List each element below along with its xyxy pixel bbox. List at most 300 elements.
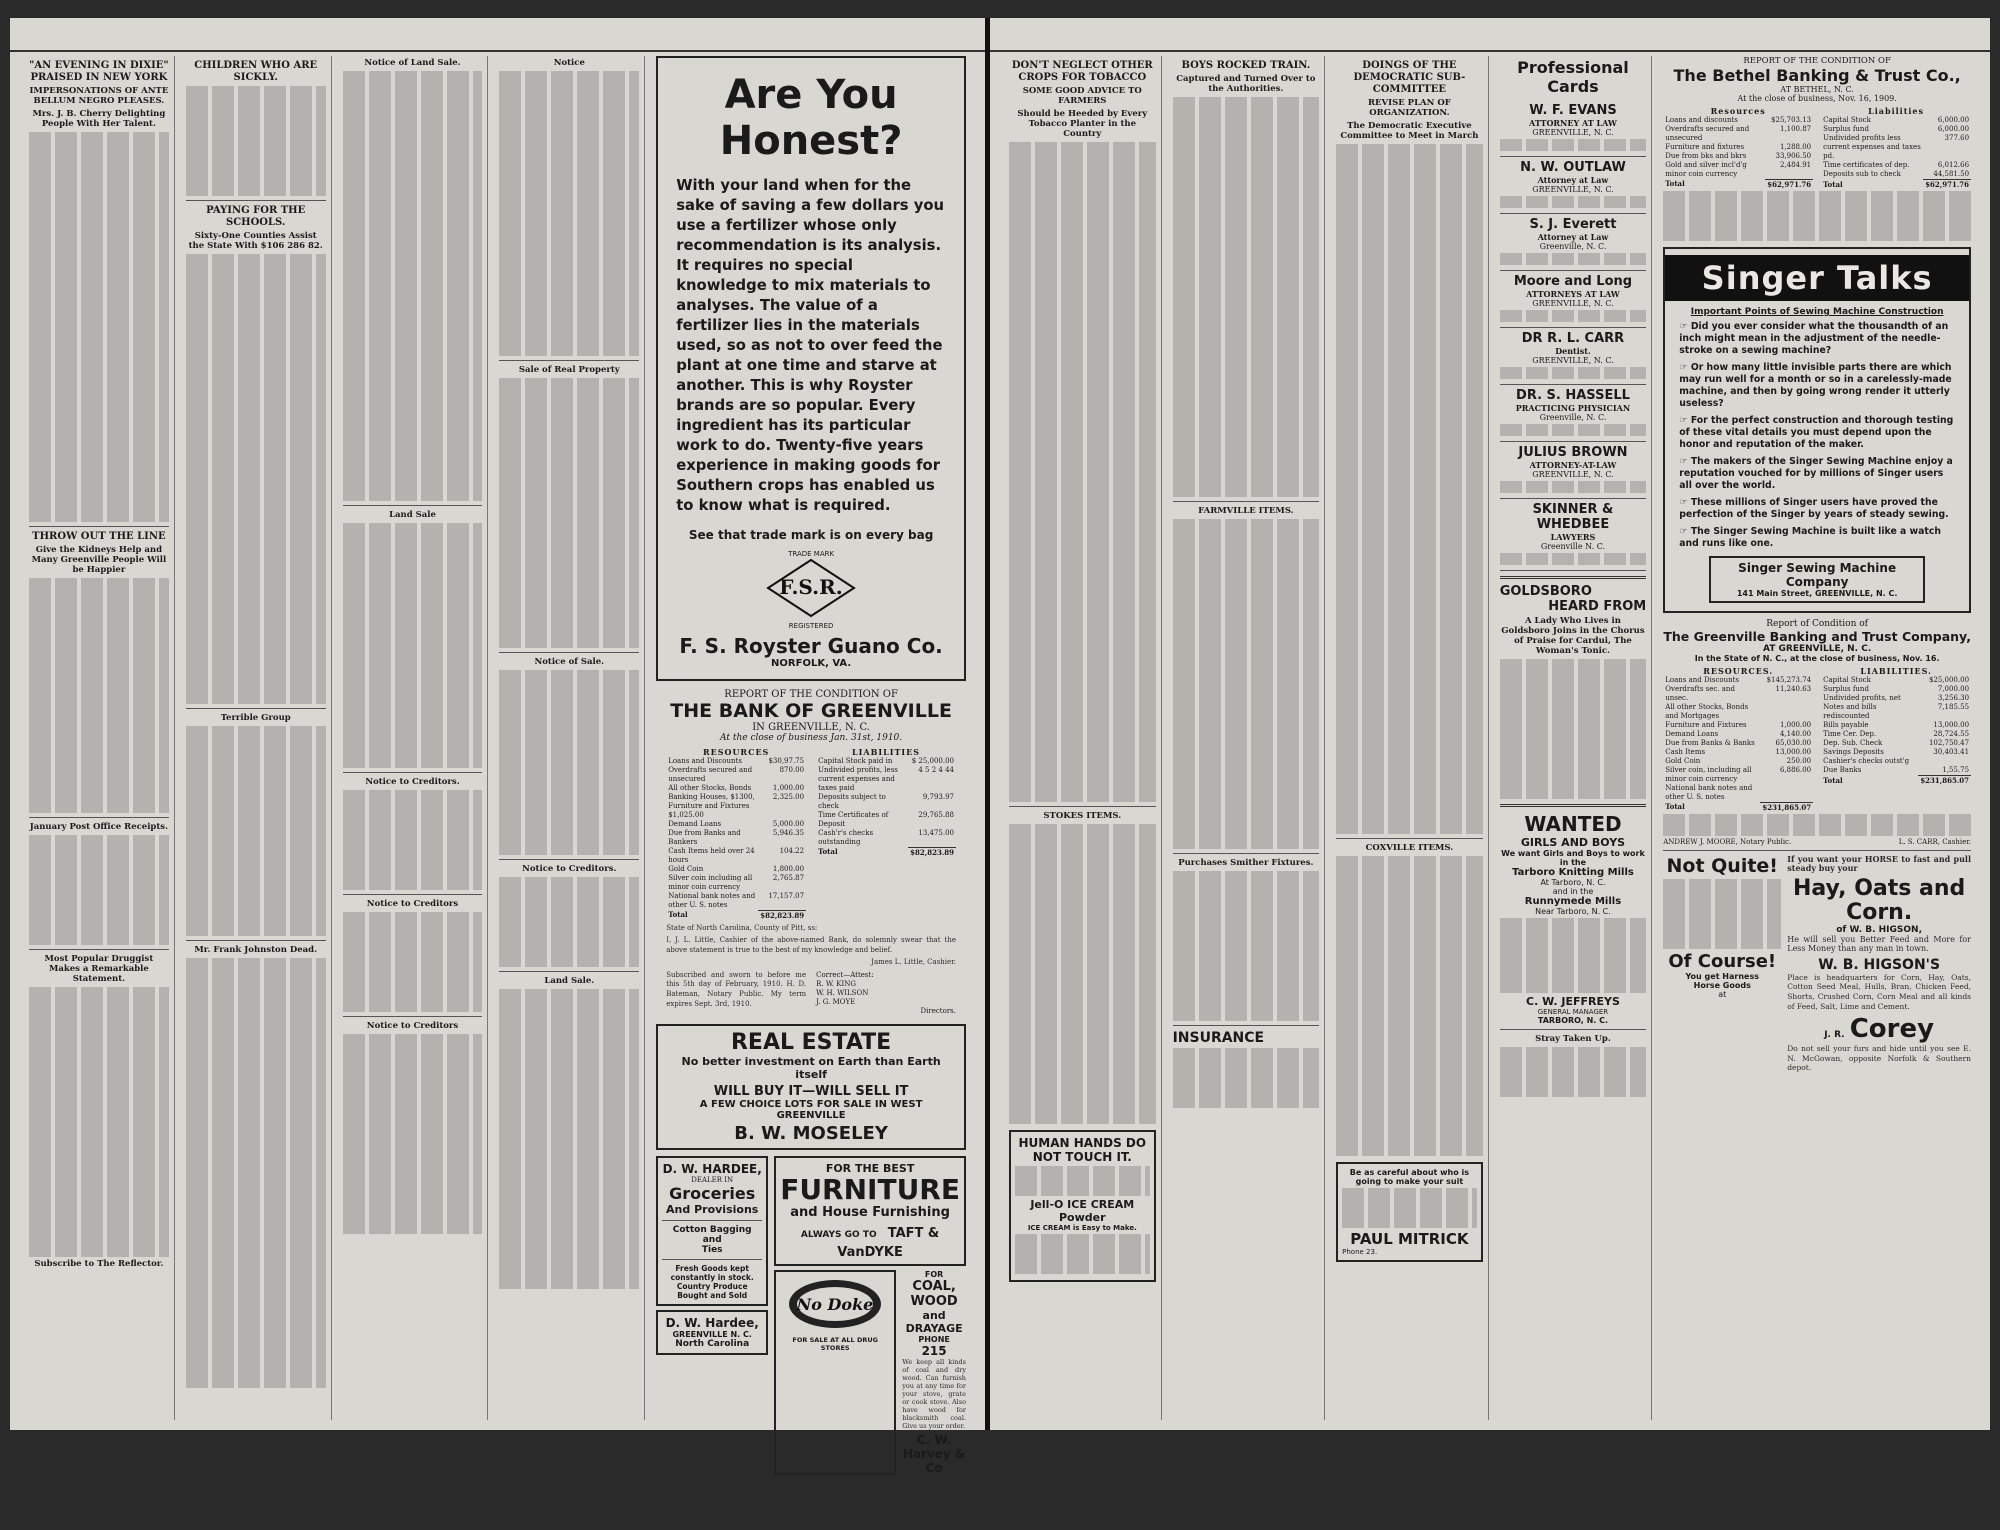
article-body-text <box>29 578 169 813</box>
singer-banner <box>1665 255 1969 301</box>
cashier-name: James L. Little, Cashier. <box>871 958 956 967</box>
card-role: PRACTICING PHYSICIAN <box>1515 403 1631 413</box>
article-subhead: Captured and Turned Over to the Authorities. <box>1176 74 1316 94</box>
line-item-label: Cash'r's checks outstanding <box>818 829 874 846</box>
table-row <box>1821 721 1971 730</box>
jello-product: Jell-O ICE CREAM Powder <box>1030 1198 1135 1224</box>
card-city: Greenville, N. C. <box>1539 242 1607 251</box>
table-row <box>816 811 956 829</box>
resources-heading: RESOURCES <box>702 747 770 757</box>
table-row <box>666 757 806 766</box>
hardee-line: Cotton Bagging and <box>672 1224 752 1245</box>
liabilities-heading: LIABILITIES <box>852 747 921 757</box>
notice-headline: Notice of Sale. <box>534 657 605 667</box>
article-headline: PAYING FOR THE SCHOOLS. <box>206 205 306 228</box>
divider <box>29 817 169 818</box>
article-headline: FARMVILLE ITEMS. <box>1198 506 1294 516</box>
table-row <box>816 829 956 847</box>
card-body <box>1500 310 1647 322</box>
manager-city: TARBORO, N. C. <box>1537 1016 1609 1025</box>
liabilities-section <box>1821 666 1971 812</box>
bank-statement <box>666 747 956 920</box>
line-item-amount: 1,000.00 <box>1779 721 1812 729</box>
higson-name: W. B. HIGSON'S <box>1818 956 1941 973</box>
card-role: LAWYERS <box>1550 532 1596 542</box>
line-item-label: Bills payable <box>1823 721 1869 729</box>
line-item-label: Cash Items held over 24 hours <box>668 847 755 864</box>
card-role: Attorney at Law <box>1537 175 1609 185</box>
table-row <box>1821 170 1971 180</box>
line-item-amount: 6,000.00 <box>1937 116 1970 124</box>
divider <box>662 1259 762 1260</box>
hay-headline: Hay, Oats and Corn. <box>1792 875 1966 925</box>
article-body-text <box>186 958 326 1388</box>
table-row <box>816 847 956 857</box>
line-item-label: Due from Banks & Banks <box>1665 739 1755 747</box>
liabilities-heading: LIABILITIES. <box>1860 666 1932 676</box>
hardee-name: D. W. HARDEE, <box>662 1161 762 1176</box>
table-row <box>1821 161 1971 170</box>
harness-line: You get Harness <box>1685 971 1759 981</box>
line-item-label: Total <box>1823 775 1843 785</box>
line-item-amount: 7,185.55 <box>1937 703 1970 711</box>
divider <box>343 505 483 506</box>
line-item-label: Savings Deposits <box>1823 748 1884 756</box>
attest-text <box>1663 814 1971 836</box>
line-item-label: Time Certificates of Deposit <box>818 811 889 828</box>
correct-attest: Correct—Attest: <box>816 970 874 979</box>
notice-headline: Notice to Creditors <box>366 899 459 909</box>
line-item-amount: 11,240.63 <box>1775 685 1812 693</box>
line-item-amount: 30,403.41 <box>1933 748 1970 756</box>
mitrick-top: Be as careful about who is going to make your suit <box>1349 1168 1470 1186</box>
line-item-label: Cash Items <box>1665 748 1706 756</box>
divider <box>499 652 639 653</box>
resources-table <box>1663 116 1813 189</box>
table-row <box>1821 134 1971 161</box>
divider <box>1173 1025 1320 1026</box>
notice-body-text <box>343 912 483 1012</box>
left-page <box>10 18 985 1526</box>
left-col-4 <box>494 56 645 1420</box>
line-item-label: Silver coin, including all minor coin currency <box>1665 766 1752 783</box>
hardee-city: GREENVILLE N. C. <box>672 1329 752 1339</box>
line-item-amount: 13,000.00 <box>1933 721 1970 729</box>
insurance-title: INSURANCE <box>1172 1030 1265 1046</box>
singer-address: 141 Main Street, GREENVILLE, N. C. <box>1736 589 1898 598</box>
furniture-footer <box>780 1222 960 1260</box>
line-item-label: Deposits sub to check <box>1823 170 1901 178</box>
hardee-line: Groceries <box>669 1183 756 1203</box>
line-item-label: Time certificates of dep. <box>1823 161 1910 169</box>
notice-body-text <box>499 670 639 855</box>
hardee-ad <box>656 1156 768 1306</box>
professional-card <box>1500 214 1647 271</box>
line-item-label: Gold and silver incl'd'g minor coin currency <box>1665 161 1747 178</box>
line-item-label: Banking Houses, $1300, Furniture and Fixtures $1,025.00 <box>668 793 755 819</box>
ofcourse-headline: Of Course! <box>1668 950 1777 972</box>
article-subhead: Should be Heeded by Every Tobacco Planter in the Country <box>1017 109 1148 139</box>
divider <box>186 200 326 201</box>
notice-body-text <box>343 1034 483 1234</box>
divider <box>499 859 639 860</box>
line-item-label: Due Banks <box>1823 766 1862 774</box>
line-item-label: Due from Banks and Bankers <box>668 829 741 846</box>
hardee-name: D. W. Hardee, <box>665 1315 759 1330</box>
line-item-label: Dep. Sub. Check <box>1823 739 1883 747</box>
resources-table <box>1663 676 1813 812</box>
notice-headline: Notice to Creditors. <box>365 777 460 787</box>
wanted-sub: GIRLS AND BOYS <box>1520 836 1626 849</box>
article-subhead: IMPERSONATIONS OF ANTE BELLUM NEGRO PLEASES. <box>29 86 169 106</box>
line-item-label: Time Cer. Dep. <box>1823 730 1877 738</box>
table-row <box>1821 730 1971 739</box>
article-body-text <box>1009 142 1156 802</box>
singer-point: ☞ These millions of Singer users have proved the perfection of the Singer by years of steady sewing. <box>1679 497 1949 520</box>
report-date: At the close of business, Nov. 16, 1909. <box>1737 94 1897 103</box>
royster-guano-ad <box>656 56 966 681</box>
manager-name: C. W. JEFFREYS <box>1526 995 1620 1008</box>
line-item-amount: 4 5 2 4 44 <box>918 766 954 774</box>
table-row <box>666 874 806 892</box>
article-headline: THROW OUT THE LINE <box>32 531 166 542</box>
furniture-line: ALWAYS GO TO <box>800 1229 877 1240</box>
article-body-text <box>186 726 326 936</box>
table-row <box>1821 739 1971 748</box>
line-item-amount: $25,000.00 <box>1928 676 1970 684</box>
hardee-ads <box>656 1156 768 1530</box>
report-date: At the close of business Jan. 31st, 1910. <box>720 733 903 743</box>
line-item-label: Capital Stock paid in <box>818 757 893 765</box>
furniture-ad <box>774 1156 966 1266</box>
divider <box>186 940 326 941</box>
professional-card <box>1500 328 1647 385</box>
divider <box>1500 804 1647 807</box>
line-item-amount: 7,000.00 <box>1937 685 1970 693</box>
line-item-amount: $145,273.74 <box>1766 676 1812 684</box>
line-item-label: Overdrafts sec. and unsec. <box>1665 685 1735 702</box>
table-row <box>1663 685 1813 703</box>
professional-card <box>1500 100 1647 157</box>
card-name: Moore and Long <box>1513 274 1633 289</box>
royster-city: NORFOLK, VA. <box>771 658 852 669</box>
jello-body <box>1015 1166 1150 1196</box>
divider <box>499 360 639 361</box>
card-name: N. W. OUTLAW <box>1520 160 1626 175</box>
ad-subrow <box>774 1270 966 1475</box>
card-name: S. J. Everett <box>1529 217 1617 232</box>
notice-body-text <box>499 378 639 648</box>
harness-line: at <box>1718 989 1727 999</box>
article-subhead: Sixty-One Counties Assist the State With $106 286 82. <box>188 231 323 251</box>
table-row <box>1663 125 1813 143</box>
card-role: ATTORNEY-AT-LAW <box>1529 460 1617 470</box>
line-item-label: All other Stocks, Bonds <box>668 784 752 792</box>
table-row <box>1663 784 1813 802</box>
line-item-label: Loans and discounts <box>1665 116 1738 124</box>
line-item-label: National bank notes and other U. S. notes <box>1665 784 1753 801</box>
table-row <box>666 892 806 910</box>
line-item-label: Total <box>1665 179 1685 188</box>
article-body-text <box>1173 97 1320 497</box>
norfolk-line: Do not sell your furs and hide until you see E. N. McGowan, opposite Norfolk & Southern depot. <box>1787 1044 1972 1073</box>
bank-name: The Greenville Banking and Trust Company, <box>1663 629 1971 644</box>
line-item-amount: $231,865.07 <box>1920 776 1970 785</box>
card-role: Dentist. <box>1555 346 1591 356</box>
table-row <box>666 820 806 829</box>
line-item-amount: 6,886.00 <box>1779 766 1812 774</box>
divider <box>662 1220 762 1221</box>
notice-body-text <box>499 877 639 967</box>
wanted-line: We want Girls and Boys to work in the <box>1501 849 1645 867</box>
bank-name: THE BANK OF GREENVILLE <box>670 700 952 722</box>
table-row <box>1663 730 1813 739</box>
divider <box>499 971 639 972</box>
line-item-amount <box>1918 757 1971 766</box>
article-body-text <box>1500 918 1647 993</box>
liniment-ad: While it is often impossible to prevent an accident, it is never impossible to be prepared—it is not beyond any one's purse. Invest 25 cents in a bottle of Chamberlain's Liniment and you are prepared for sprains, bruises and like injuries. Sold by all dealers. <box>774 1478 966 1526</box>
article-headline: Most Popular Druggist Makes a Remarkable Statement. <box>44 954 154 984</box>
higson-column <box>1663 855 1781 1077</box>
notice-body-text <box>343 790 483 890</box>
furniture-name: TAFT & VanDYKE <box>837 1225 940 1260</box>
singer-point: ☞ The Singer Sewing Machine is built like a watch and runs like one. <box>1679 526 1941 549</box>
singer-point: ☞ Or how many little invisible parts there are which may run well for a month or so in a carelessly-made machine, and then by going wrong render it utterly useless? <box>1679 362 1952 409</box>
line-item-label: Silver coin including all minor coin currency <box>668 874 753 891</box>
table-row <box>1821 757 1971 766</box>
line-item-label: Capital Stock <box>1823 676 1871 684</box>
line-item-amount: 17,157.07 <box>768 892 805 900</box>
article-body-text <box>1336 144 1483 834</box>
line-item-label: Undivided profits less current expenses and taxes pd. <box>1823 134 1921 160</box>
card-city: GREENVILLE, N. C. <box>1532 356 1614 365</box>
furniture-line: FOR THE BEST <box>825 1161 915 1175</box>
goldsboro-headline-2: HEARD FROM <box>1548 599 1647 614</box>
card-name: DR R. L. CARR <box>1521 331 1625 346</box>
article-body-text <box>29 835 169 945</box>
gbt-bank-report <box>1663 619 1971 846</box>
line-item-label: Total <box>818 847 838 856</box>
resources-section <box>1663 666 1813 812</box>
liabilities-table <box>1821 116 1971 189</box>
corey-prefix: J. R. <box>1824 1030 1845 1041</box>
harvey-line: and DRAYAGE <box>905 1308 963 1335</box>
card-name: SKINNER & WHEDBEE <box>1532 502 1614 532</box>
trademark-label: TRADE MARK <box>788 550 835 558</box>
card-name: JULIUS BROWN <box>1518 445 1628 460</box>
line-item-amount: 2,325.00 <box>772 793 805 801</box>
harvey-phone: 215 <box>921 1343 947 1358</box>
divider <box>1009 806 1156 807</box>
line-item-amount: 6,000.00 <box>1937 125 1970 133</box>
line-item-amount: 6,012.66 <box>1937 161 1970 169</box>
professional-cards <box>1500 100 1647 571</box>
line-item-amount: 44,581.50 <box>1933 170 1970 178</box>
article-headline: January Post Office Receipts. <box>29 822 169 832</box>
left-page-header-rule <box>10 22 985 52</box>
notice-headline: Notice to Creditors <box>366 1021 459 1031</box>
article-body-text <box>1500 659 1647 799</box>
furniture-column <box>774 1156 966 1530</box>
professional-card <box>1500 157 1647 214</box>
resources-heading: RESOURCES. <box>1703 666 1774 676</box>
line-item-amount: $62,971.76 <box>1767 179 1812 189</box>
hardee-ad-2 <box>656 1310 768 1355</box>
mitrick-body <box>1342 1188 1477 1228</box>
article-headline: BOYS ROCKED TRAIN. <box>1181 60 1311 71</box>
notice-headline: Notice to Creditors. <box>522 864 617 874</box>
divider <box>343 772 483 773</box>
table-row <box>1821 766 1971 776</box>
line-item-amount: 3,256.30 <box>1937 694 1970 702</box>
line-item-amount: 1,288.00 <box>1779 143 1812 151</box>
article-headline: STOKES ITEMS. <box>1043 811 1122 821</box>
table-row <box>1821 776 1971 786</box>
bank-place: AT GREENVILLE, N. C. <box>1762 644 1872 654</box>
table-row <box>816 793 956 811</box>
divider <box>29 526 169 527</box>
line-item-amount: 1,800.00 <box>772 865 805 873</box>
director-name: W. H. WILSON <box>816 988 869 997</box>
table-row <box>1821 676 1971 685</box>
line-item-amount: 2,484.91 <box>1779 161 1812 169</box>
hardee-state: North Carolina <box>675 1338 750 1349</box>
table-row <box>816 766 956 793</box>
line-item-label: National bank notes and other U. S. notes <box>668 892 756 909</box>
line-item-amount: 29,765.88 <box>918 811 954 819</box>
corey-name: Corey <box>1849 1014 1935 1045</box>
table-row <box>1821 685 1971 694</box>
bottom-ad-row <box>1663 855 1971 1077</box>
liabilities-heading: Liabilities <box>1868 106 1925 116</box>
royster-body: With your land when for the sake of saving a few dollars you use a fertilizer whose only recommendation is its analysis. It requires no special knowledge to mix materials to analyses. The value of a fertilizer lies in the materials used, so as not to over feed the plant at one time and starve at another. This is why Royster brands are so popular. Every ingredient has its particular work to do. Twenty-five years experience in making goods for Southern crops has enabled us to know what is required. <box>676 177 945 514</box>
realestate-line: No better investment on Earth than Earth itself <box>681 1054 941 1081</box>
line-item-amount: $82,823.89 <box>910 847 954 857</box>
notice-body-text <box>343 71 483 501</box>
line-item-label: Total <box>1823 179 1843 189</box>
mitrick-name: PAUL MITRICK <box>1350 1230 1469 1248</box>
card-body <box>1500 553 1647 565</box>
furniture-line: and House Furnishing <box>790 1204 950 1220</box>
liabilities-section <box>816 747 956 920</box>
jello-line: ICE CREAM is Easy to Make. <box>1027 1224 1137 1232</box>
right-col-3 <box>1331 56 1489 1420</box>
table-row <box>1663 676 1813 685</box>
table-row <box>666 793 806 820</box>
line-item-amount: $231,865.07 <box>1762 802 1812 812</box>
attest-text <box>1663 191 1971 241</box>
mill-city: At Tarboro, N. C. <box>1540 878 1606 887</box>
table-row <box>1663 179 1813 189</box>
divider <box>29 949 169 950</box>
line-item-label: Capital Stock <box>1823 116 1871 124</box>
card-body <box>1500 196 1647 208</box>
professional-cards-title: Professional Cards <box>1517 58 1629 96</box>
bank-place: IN GREENVILLE, N. C. <box>752 722 870 733</box>
table-row <box>1663 721 1813 730</box>
article-body-text <box>186 86 326 196</box>
jello-ad <box>1009 1130 1156 1282</box>
notice-body-text <box>343 523 483 768</box>
table-row <box>666 766 806 784</box>
line-item-label: All other Stocks, Bonds and Mortgages <box>1665 703 1749 720</box>
line-item-label: Deposits subject to check <box>818 793 886 810</box>
line-item-label: Undivided profits, less current expenses and taxes paid <box>818 766 898 792</box>
card-body <box>1500 139 1647 151</box>
table-row <box>666 784 806 793</box>
table-row <box>816 757 956 766</box>
table-row <box>666 865 806 874</box>
left-col-3 <box>338 56 489 1420</box>
royster-headline: Are You Honest? <box>719 72 903 164</box>
line-item-amount: $25,703.13 <box>1771 116 1812 124</box>
line-item-amount: 33,906.50 <box>1775 152 1812 160</box>
singer-point: ☞ The makers of the Singer Sewing Machine enjoy a reputation vouched for by millions of Singer users all over the world. <box>1679 456 1953 491</box>
article-subhead: The Democratic Executive Committee to Meet in March <box>1340 121 1479 141</box>
bethel-bank-report <box>1663 56 1971 241</box>
professional-card <box>1500 271 1647 328</box>
divider <box>343 894 483 895</box>
notary-text: Subscribed and sworn to before me this 5th day of February, 1910. H. D. Bateman, Notary Public. My term expires Sept. 3rd, 1910. <box>666 970 807 1008</box>
card-city: GREENVILLE, N. C. <box>1532 470 1614 479</box>
line-item-amount: 4,140.00 <box>1779 730 1812 738</box>
table-row <box>1663 152 1813 161</box>
line-item-amount: 1,55.75 <box>1942 766 1970 774</box>
line-item-label: Loans and Discounts <box>668 757 742 765</box>
right-col-4 <box>1495 56 1653 1420</box>
article-body-text <box>1336 856 1483 1156</box>
card-role: ATTORNEY AT LAW <box>1529 118 1617 128</box>
divider <box>1500 576 1647 579</box>
article-subhead: Give the Kidneys Help and Many Greenville People Will be Happier <box>31 545 167 575</box>
professional-card <box>1500 499 1647 571</box>
article-headline: Mr. Frank Johnston Dead. <box>194 945 318 955</box>
real-estate-ad <box>656 1024 966 1150</box>
nodoke-footer: FOR SALE AT ALL DRUG STORES <box>792 1335 878 1352</box>
singer-point: ☞ For the perfect construction and thorough testing of these vital details you must depend upon the honor and reputation of the maker. <box>1679 415 1954 450</box>
card-name: W. F. EVANS <box>1529 103 1617 118</box>
attest-text: I, J. L. Little, Cashier of the above-named Bank, do solemnly swear that the above statement is true to the best of my knowledge and belief. <box>666 936 956 954</box>
left-col-1 <box>24 56 175 1420</box>
divider <box>1663 850 1971 851</box>
article-subhead: Mrs. J. B. Cherry Delighting People With Her Talent. <box>32 109 166 129</box>
harvey-line: FOR <box>924 1269 944 1279</box>
card-body <box>1500 481 1647 493</box>
singer-point: ☞ Did you ever consider what the thousandth of an inch might mean in the adjustment of the needle-stroke on a sewing machine? <box>1679 321 1949 356</box>
line-item-amount: 2,765.87 <box>772 874 805 882</box>
harvey-name: C. W. Harvey & Co <box>902 1432 966 1475</box>
divider <box>343 1016 483 1017</box>
line-item-label: Furniture and fixtures <box>1665 143 1745 151</box>
harvey-ad <box>902 1270 966 1475</box>
table-row <box>1663 766 1813 784</box>
singer-company-box <box>1709 556 1925 603</box>
article-body-text <box>1173 871 1320 1021</box>
article-headline: DOINGS OF THE DEMOCRATIC SUB-COMMITTEE <box>1353 60 1466 95</box>
insurance-body <box>1173 1048 1320 1108</box>
liabilities-table <box>816 757 956 857</box>
line-item-label: Notes and bills rediscounted <box>1823 703 1877 720</box>
article-headline: COXVILLE ITEMS. <box>1365 843 1454 853</box>
line-item-amount: 1,000.00 <box>772 784 805 792</box>
realestate-title: REAL ESTATE <box>730 1029 892 1055</box>
notice-body-text <box>499 989 639 1289</box>
table-row <box>1821 694 1971 703</box>
line-item-label: Undivided profits, net <box>1823 694 1901 702</box>
bank-of-greenville-report <box>656 687 966 1018</box>
hay-body: He will sell you Better Feed and More for Less Money than any man in town. <box>1787 934 1972 954</box>
table-row <box>1663 748 1813 757</box>
